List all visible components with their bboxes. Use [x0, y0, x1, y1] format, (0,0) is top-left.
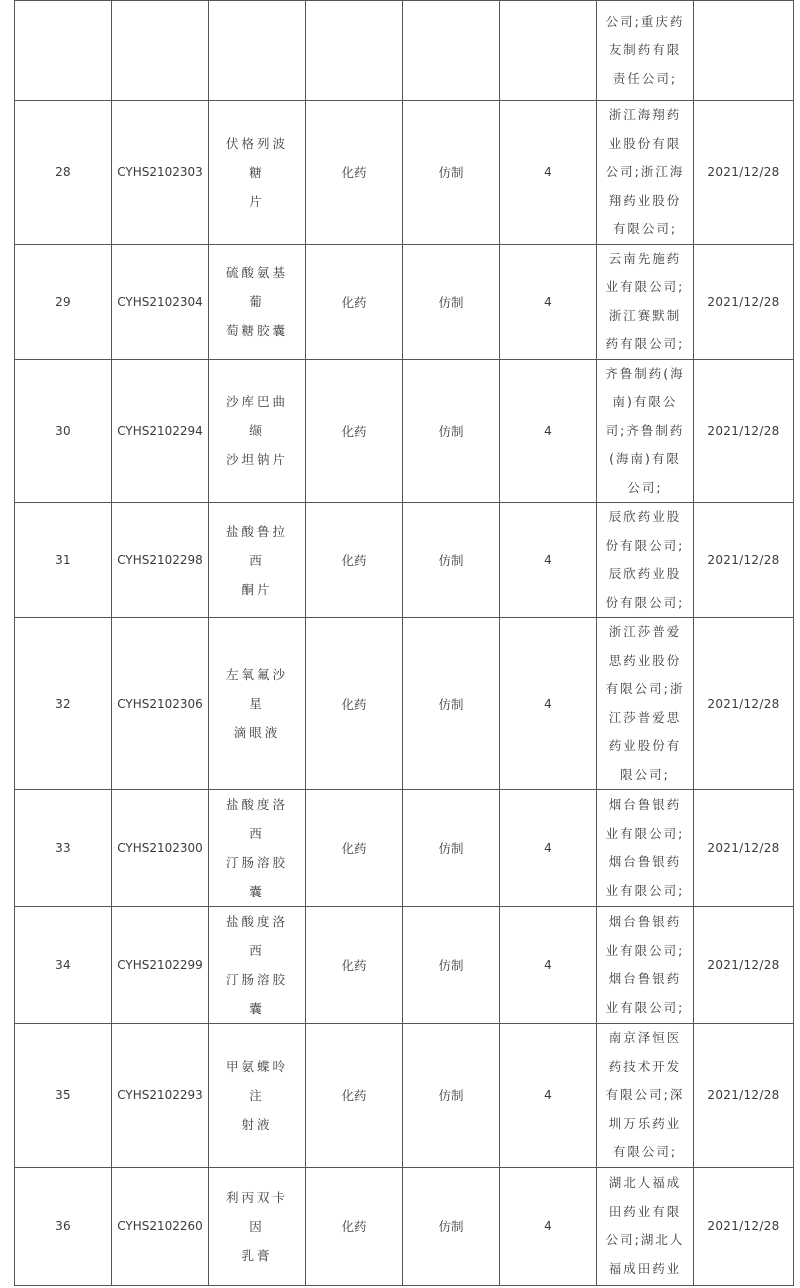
empty-cell — [306, 1, 403, 101]
drug-type-cell: 化药 — [306, 618, 403, 790]
registration-class-cell: 4 — [500, 790, 597, 907]
acceptance-code-cell: CYHS2102294 — [112, 359, 209, 503]
drug-name-cell — [209, 101, 306, 245]
date-cell: 2021/12/28 — [694, 503, 794, 618]
drug-name-cell — [209, 1024, 306, 1168]
applicant-line: 业股份有限 — [608, 135, 682, 151]
empty-cell — [694, 1, 794, 101]
registration-class-cell: 4 — [500, 618, 597, 790]
registration-class-cell: 4 — [500, 1167, 597, 1285]
drug-name-line: 利丙双卡因 — [225, 1189, 288, 1234]
applicant-line: 公司;湖北人 — [605, 1232, 685, 1247]
registration-class-cell: 4 — [500, 359, 597, 503]
drug-name-line: 乳膏 — [241, 1247, 273, 1263]
table-row — [15, 618, 794, 790]
applicant-line: 业有限公司; — [605, 279, 685, 294]
applicant-line: 思药业股份 — [608, 652, 682, 668]
date-cell: 2021/12/28 — [694, 1024, 794, 1168]
registration-type-cell: 仿制 — [403, 1024, 500, 1168]
drug-name-cell — [209, 618, 306, 790]
drug-name-line: 酮片 — [241, 581, 273, 597]
applicant-line: 烟台鲁银药 — [608, 854, 682, 869]
applicant-cell — [597, 790, 694, 907]
empty-cell — [209, 1, 306, 101]
acceptance-code-cell: CYHS2102300 — [112, 790, 209, 907]
applicant-line: 南)有限公 — [612, 394, 678, 409]
applicant-line: 公司;浙江海 — [605, 164, 685, 179]
row-number-cell: 36 — [15, 1167, 112, 1285]
registration-type-cell: 仿制 — [403, 1167, 500, 1285]
applicant-line: 烟台鲁银药 — [608, 797, 682, 812]
applicant-line: (海南)有限 — [609, 451, 681, 466]
drug-name-line: 沙坦钠片 — [225, 452, 288, 468]
registration-type-cell: 仿制 — [403, 359, 500, 503]
acceptance-code-cell: CYHS2102298 — [112, 503, 209, 618]
row-number-cell: 30 — [15, 359, 112, 503]
drug-name-line: 盐酸鲁拉西 — [225, 523, 288, 568]
row-number-cell: 31 — [15, 503, 112, 618]
applicant-cell — [597, 1024, 694, 1168]
acceptance-code-cell: CYHS2102304 — [112, 244, 209, 359]
row-number-cell: 33 — [15, 790, 112, 907]
drug-type-cell: 化药 — [306, 244, 403, 359]
registration-type-cell: 仿制 — [403, 503, 500, 618]
row-number-cell: 29 — [15, 244, 112, 359]
registration-type-cell: 仿制 — [403, 244, 500, 359]
date-cell: 2021/12/28 — [694, 907, 794, 1024]
applicant-line: 业有限公司; — [605, 882, 685, 898]
table-body — [15, 1, 794, 1286]
date-cell: 2021/12/28 — [694, 101, 794, 245]
applicant-line: 浙江海翔药 — [608, 107, 682, 122]
applicant-line: 浙江莎普爱 — [608, 624, 682, 639]
table-row — [15, 101, 794, 245]
empty-cell — [500, 1, 597, 101]
applicant-line: 辰欣药业股 — [608, 566, 682, 581]
drug-type-cell: 化药 — [306, 790, 403, 907]
applicant-line: 业有限公司; — [605, 942, 685, 958]
registration-class-cell: 4 — [500, 1024, 597, 1168]
drug-type-cell: 化药 — [306, 1024, 403, 1168]
applicant-line: 湖北人福成 — [608, 1175, 682, 1190]
drug-type-cell: 化药 — [306, 907, 403, 1024]
drug-name-cell — [209, 503, 306, 618]
drug-name-line: 汀肠溶胶囊 — [225, 972, 288, 1016]
table-row — [15, 1167, 794, 1285]
applicant-line: 药有限公司; — [605, 336, 685, 351]
drug-name-cell — [209, 359, 306, 503]
applicant-cell — [597, 359, 694, 503]
row-number-cell: 34 — [15, 907, 112, 1024]
applicant-line: 公司;重庆药 — [605, 13, 685, 29]
applicant-line: 有限公司;深 — [605, 1087, 685, 1102]
registration-type-cell: 仿制 — [403, 101, 500, 245]
applicant-cell — [597, 1, 694, 101]
drug-name-line: 片 — [249, 193, 265, 209]
acceptance-code-cell: CYHS2102293 — [112, 1024, 209, 1168]
table-row — [15, 503, 794, 618]
applicant-line: 友制药有限 — [608, 42, 682, 58]
date-cell: 2021/12/28 — [694, 359, 794, 503]
table-row — [15, 790, 794, 907]
applicant-line: 药技术开发 — [608, 1058, 682, 1074]
applicant-line: 辰欣药业股 — [608, 509, 682, 524]
registration-type-cell: 仿制 — [403, 907, 500, 1024]
drug-name-cell — [209, 907, 306, 1024]
drug-name-cell — [209, 1167, 306, 1285]
applicant-cell — [597, 907, 694, 1024]
drug-name-line: 硫酸氨基葡 — [225, 265, 288, 309]
applicant-line: 份有限公司; — [605, 594, 685, 610]
drug-name-line: 萄糖胶囊 — [225, 323, 288, 338]
applicant-line: 江莎普爱思 — [608, 709, 682, 725]
date-cell: 2021/12/28 — [694, 790, 794, 907]
acceptance-code-cell: CYHS2102260 — [112, 1167, 209, 1285]
registration-class-cell: 4 — [500, 244, 597, 359]
applicant-cell — [597, 1167, 694, 1285]
applicant-line: 南京泽恒医 — [608, 1030, 682, 1045]
applicant-cell — [597, 503, 694, 618]
drug-name-cell — [209, 790, 306, 907]
applicant-line: 业有限公司; — [605, 999, 685, 1015]
applicant-line: 烟台鲁银药 — [608, 914, 682, 929]
applicant-line: 烟台鲁银药 — [608, 971, 682, 986]
applicant-line: 药业股份有 — [608, 738, 682, 753]
drug-name-cell — [209, 244, 306, 359]
applicant-line: 有限公司; — [612, 221, 678, 236]
drug-name-line: 沙库巴曲缬 — [225, 394, 288, 439]
row-number-cell: 28 — [15, 101, 112, 245]
applicant-line: 田药业有限 — [608, 1203, 682, 1219]
applicant-cell — [597, 618, 694, 790]
drug-type-cell: 化药 — [306, 1167, 403, 1285]
applicant-line: 公司; — [627, 479, 663, 495]
applicant-line: 份有限公司; — [605, 537, 685, 553]
registration-class-cell: 4 — [500, 907, 597, 1024]
registration-type-cell: 仿制 — [403, 618, 500, 790]
drug-name-line: 射液 — [241, 1116, 273, 1132]
applicant-line: 翔药业股份 — [608, 192, 682, 208]
row-number-cell: 32 — [15, 618, 112, 790]
applicant-line: 齐鲁制药(海 — [605, 365, 685, 381]
applicant-line: 业有限公司; — [605, 825, 685, 841]
applicant-cell — [597, 101, 694, 245]
table-row — [15, 1, 794, 101]
applicant-line: 圳万乐药业 — [608, 1115, 682, 1131]
applicant-line: 浙江赛默制 — [608, 307, 682, 323]
applicant-line: 福成田药业 — [608, 1260, 682, 1276]
drug-type-cell: 化药 — [306, 359, 403, 503]
drug-name-line: 盐酸度洛西 — [225, 797, 288, 841]
applicant-line: 云南先施药 — [608, 250, 682, 266]
drug-type-cell: 化药 — [306, 101, 403, 245]
table-row — [15, 244, 794, 359]
date-cell: 2021/12/28 — [694, 618, 794, 790]
drug-type-cell: 化药 — [306, 503, 403, 618]
table-row — [15, 907, 794, 1024]
empty-cell — [403, 1, 500, 101]
drug-name-line: 甲氨蝶呤注 — [225, 1058, 288, 1103]
table-row — [15, 359, 794, 503]
registration-class-cell: 4 — [500, 101, 597, 245]
drug-name-line: 伏格列波糖 — [225, 135, 288, 180]
acceptance-code-cell: CYHS2102299 — [112, 907, 209, 1024]
applicant-line: 限公司; — [620, 766, 670, 782]
date-cell: 2021/12/28 — [694, 244, 794, 359]
empty-cell — [112, 1, 209, 101]
acceptance-code-cell: CYHS2102303 — [112, 101, 209, 245]
table-row — [15, 1024, 794, 1168]
acceptance-code-cell: CYHS2102306 — [112, 618, 209, 790]
registration-type-cell: 仿制 — [403, 790, 500, 907]
empty-cell — [15, 1, 112, 101]
registration-class-cell: 4 — [500, 503, 597, 618]
drug-name-line: 滴眼液 — [233, 725, 281, 740]
row-number-cell: 35 — [15, 1024, 112, 1168]
applicant-line: 有限公司; — [612, 1144, 678, 1159]
applicant-line: 司;齐鲁制药 — [605, 422, 685, 438]
date-cell: 2021/12/28 — [694, 1167, 794, 1285]
applicant-line: 责任公司; — [612, 70, 678, 86]
drug-name-line: 盐酸度洛西 — [225, 914, 288, 958]
applicant-cell — [597, 244, 694, 359]
applicant-line: 有限公司;浙 — [605, 681, 685, 696]
drug-approval-table — [14, 0, 794, 1286]
drug-name-line: 汀肠溶胶囊 — [225, 855, 288, 899]
drug-name-line: 左氧氟沙星 — [225, 667, 288, 711]
